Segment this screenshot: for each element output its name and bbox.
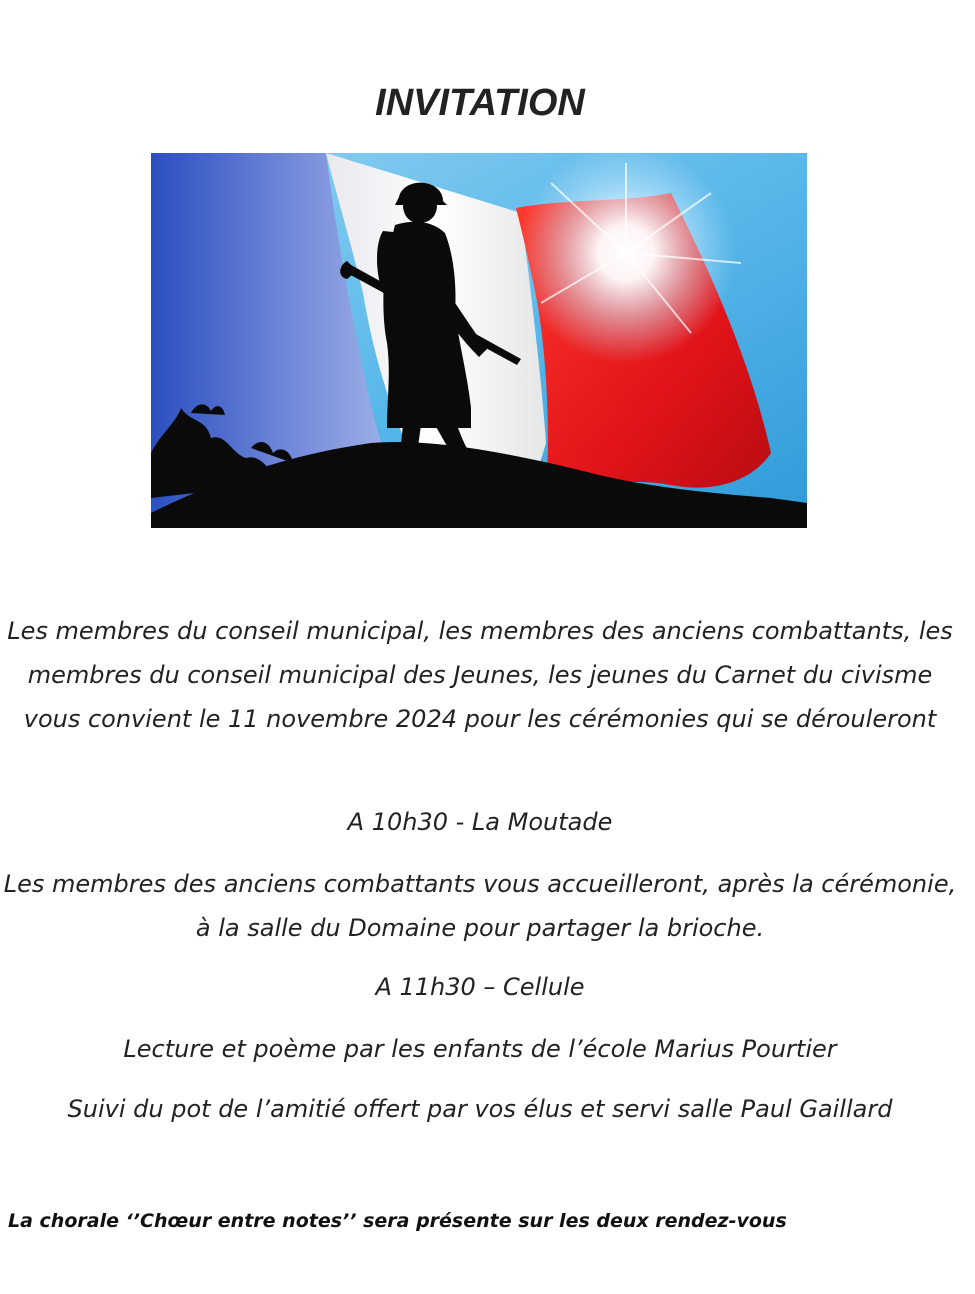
first-ceremony-time: A 10h30 - La Moutade <box>347 808 613 836</box>
intro-paragraph: Les membres du conseil municipal, les membres des anciens combattants, les membres du conseil municipal des Jeunes, les jeunes du Carnet du civisme vous convient le 11 novembre 2024 pour les cérémonies qui se dérouleront <box>7 617 953 733</box>
reading-paragraph: Lecture et poème par les enfants de l’école Marius Pourtier <box>123 1035 837 1063</box>
choir-note: La chorale ‘’Chœur entre notes’’ sera présente sur les deux rendez-vous <box>8 1210 787 1232</box>
invitation-title: INVITATION <box>375 82 585 124</box>
soldier-flag-illustration <box>151 153 807 528</box>
second-ceremony-time: A 11h30 – Cellule <box>375 973 585 1001</box>
reception-paragraph: Les membres des anciens combattants vous accueilleront, après la cérémonie, à la salle du Domaine pour partager la brioche. <box>3 870 957 942</box>
drinks-paragraph: Suivi du pot de l’amitié offert par vos élus et servi salle Paul Gaillard <box>67 1095 893 1123</box>
hero-image <box>151 153 807 528</box>
